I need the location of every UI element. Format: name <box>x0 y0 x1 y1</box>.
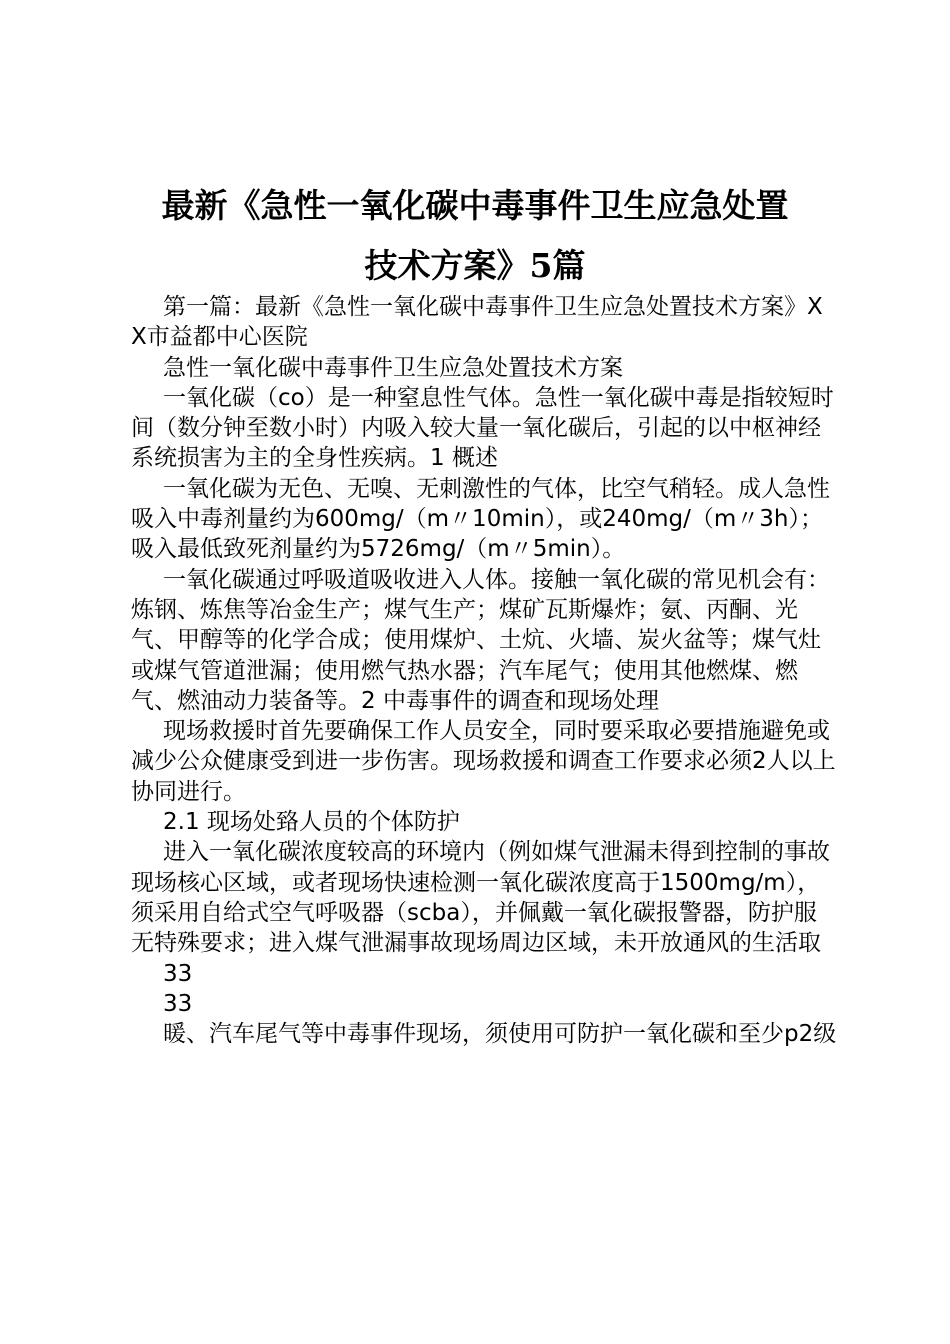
paragraph-rescue-safety: 现场救援时首先要确保工作人员安全，同时要采取必要措施避免或减少公众健康受到进一步伤害。现场救援和调查工作要求必须2人以上协同进行。 <box>131 718 836 805</box>
paragraph-continuation: 暖、汽车尾气等中毒事件现场，须使用可防护一氧化碳和至少p2级 <box>163 1021 837 1048</box>
paragraph-properties: 一氧化碳为无色、无嗅、无刺激性的气体，比空气稍轻。成人急性吸入中毒剂量约为600mg/（m〃10min），或240mg/（m〃3h）；吸入最低致死剂量约为5726mg/（m〃5min）。 <box>131 475 830 563</box>
paragraph-definition: 一氧化碳（co）是一种窒息性气体。急性一氧化碳中毒是指较短时间（数分钟至数小时）内吸入较大量一氧化碳后，引起的以中枢神经系统损害为主的全身性疾病。1 概述 <box>131 384 834 472</box>
paragraph-section-2-1-heading: 2.1 现场处臵人员的个体防护 <box>163 809 460 836</box>
paragraph-protection: 进入一氧化碳浓度较高的环境内（例如煤气泄漏未得到控制的事故现场核心区域，或者现场快速检测一氧化碳浓度高于1500mg/m），须采用自给式空气呼吸器（scba），并佩戴一氧化碳报警器，防护服无特殊要求；进入煤气泄漏事故现场周边区域，未开放通风的生活取 <box>131 839 830 957</box>
paragraph-footnote-2: 33 <box>163 990 193 1017</box>
paragraph-footnote-1: 33 <box>163 960 193 987</box>
paragraph-exposure-sources: 一氧化碳通过呼吸道吸收进入人体。接触一氧化碳的常见机会有：炼钢、炼焦等冶金生产；煤气生产；煤矿瓦斯爆炸；氨、丙酮、光气、甲醇等的化学合成；使用煤炉、土炕、火墙、炭火盆等；煤气灶或煤气管道泄漏；使用燃气热水器；汽车尾气；使用其他燃煤、燃气、燃油动力装备等。2 中毒事件的调查和现场处理 <box>131 566 830 714</box>
document-body <box>131 292 837 1049</box>
document-title-line-2: 技术方案》5篇 <box>364 246 586 285</box>
document-title-line-1: 最新《急性一氧化碳中毒事件卫生应急处置 <box>161 186 789 225</box>
paragraph-part-one-heading: 第一篇：最新《急性一氧化碳中毒事件卫生应急处置技术方案》XX市益都中心医院 <box>131 294 823 351</box>
paragraph-plan-title: 急性一氧化碳中毒事件卫生应急处置技术方案 <box>163 354 623 381</box>
